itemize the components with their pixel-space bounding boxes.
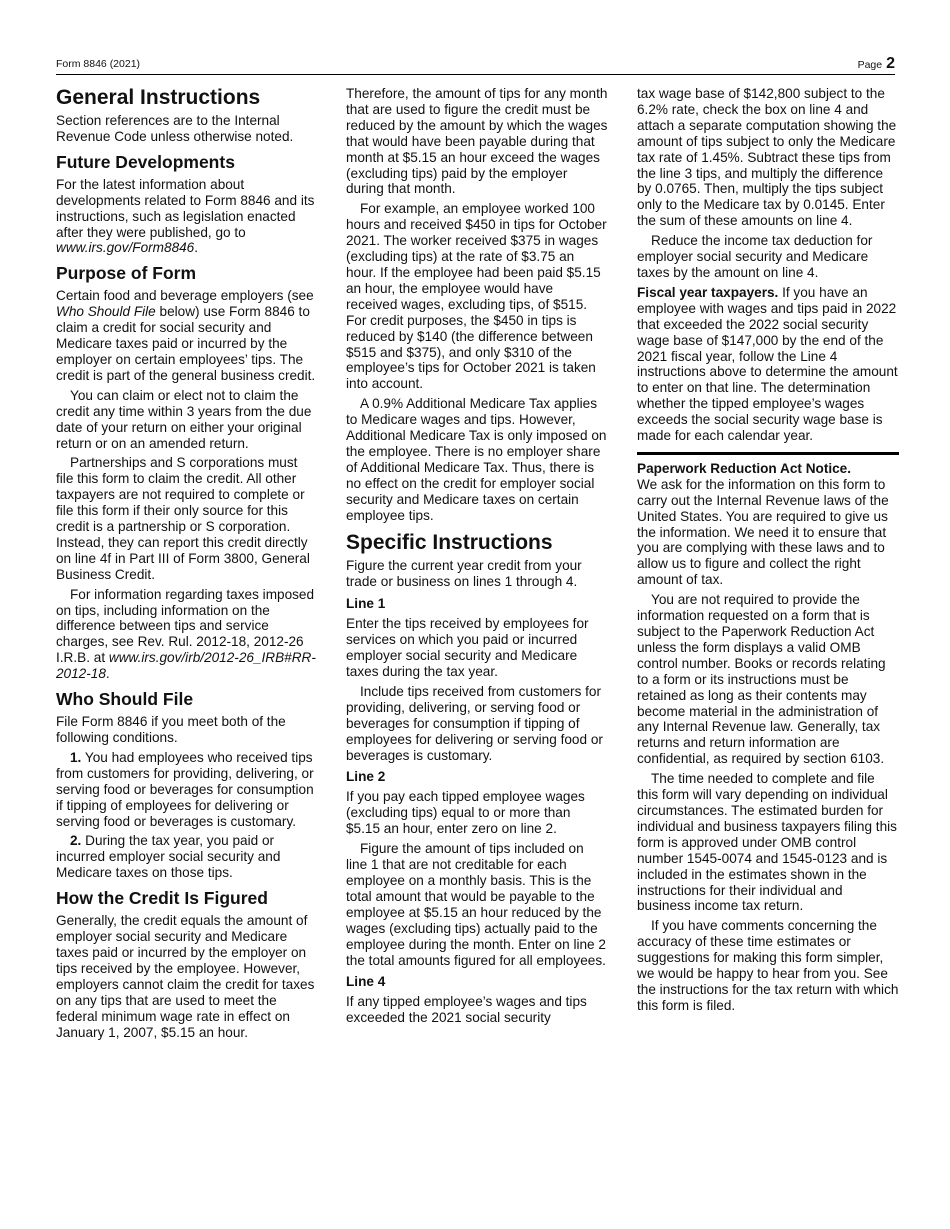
heading-specific-instructions: Specific Instructions	[346, 531, 553, 555]
condition-1	[56, 750, 316, 830]
paragraph-paperwork-1: We ask for the information on this form to carry out the Internal Revenue laws of the United States. You are required to give us the information. We need it to ensure that you are complying with these laws and to allow us to figure and collect the right amount of tax.	[637, 476, 889, 588]
purpose-text-a: Certain food and beverage employers (see	[56, 288, 314, 304]
paragraph-line4-cont: tax wage base of $142,800 subject to the 6.2% rate, check the box on line 4 and attach a separate computation showing the amount of tips subject to only the Medicare tax rate of 1.45%. Subtract these tips from the line 3 tips, and multiply the difference by 0.0765. Then, multiply the tips subject only to the Medicare tax by 0.0145. Enter the sum of these amounts on line 4.	[637, 86, 897, 229]
paragraph-fiscal-year	[637, 285, 899, 444]
purpose-text-b: below) use Form 8846 to claim a credit for social security and Medicare taxes paid or incurred by the employer on certain employees’ tips. The credit is part of the general business credit.	[56, 304, 316, 383]
paragraph-general: Section references are to the Internal Revenue Code unless otherwise noted.	[56, 113, 294, 144]
heading-future-developments: Future Developments	[56, 151, 235, 172]
fiscal-year-heading: Fiscal year taxpayers.	[637, 284, 779, 300]
paragraph-future: For the latest information about developments related to Form 8846 and its instructions, such as legislation enacted after they were published, go to www.irs.gov/Form8846.	[56, 176, 315, 256]
page-header	[56, 55, 895, 75]
heading-line-1: Line 1	[346, 596, 386, 612]
paragraph-how: Generally, the credit equals the amount of employer social security and Medicare taxes paid or incurred by the employer on tips received by the employee. However, employers cannot claim the credit for taxes on any tips that are used to meet the federal minimum wage rate in effect on January 1, 2007, $5.15 an hour.	[56, 913, 315, 1040]
fiscal-year-text: If you have an employee with wages and tips paid in 2022 that exceeded the 2022 social security wage base of $147,000 by the end of the 2021 fiscal year, follow the Line 4 instructions above to determine the amount to enter on that line. The determination whether the tipped employee’s wages exceeds the social security wage base is made for each calendar year.	[637, 284, 898, 444]
paragraph-purpose-3: Partnerships and S corporations must file this form to claim the credit. All other taxpayers are not required to complete or file this form if their only source for this credit is a partnership or S corporation. Instead, they can report this credit directly on line 4f in Part III of Form 3800, General Business Credit.	[56, 455, 310, 582]
heading-line-4: Line 4	[346, 974, 386, 990]
paragraph-purpose-4: For information regarding taxes imposed on tips, including information on the difference between tips and service charges, see Rev. Rul. 2012-18, 2012-26 I.R.B. at www.irs.gov/irb/2012-26_IRB#RR-2012-18.	[56, 586, 316, 682]
condition-2-text: During the tax year, you paid or incurred employer social security and Medicare taxes on those tips.	[56, 833, 281, 881]
paragraph-example: For example, an employee worked 100 hours and received $450 in tips for October 2021. The worker received $375 in wages (excluding tips) at the rate of $3.75 an hour. If the employee had been paid $5.15 an hour, the employee would have received wages, excluding tips, of $515. For credit purposes, the $450 in tips is reduced by $140 (the difference between $515 and $375), and only $310 of the employee’s tips for October 2021 is taken into account.	[346, 201, 607, 392]
heading-purpose-of-form: Purpose of Form	[56, 263, 197, 284]
heading-who-should-file: Who Should File	[56, 689, 194, 710]
paragraph-purpose-1	[56, 288, 316, 383]
page-indicator	[858, 55, 895, 73]
page-number: 2	[886, 55, 895, 72]
paragraph-tips-reduction: Therefore, the amount of tips for any month that are used to figure the credit must be reduced by the amount by which the wages that would have been payable during that month at $5.15 an hour exceed the wages (excluding tips) paid by the employer during that month.	[346, 86, 608, 197]
heading-general-instructions: General Instructions	[56, 86, 261, 109]
section-divider	[637, 452, 899, 455]
condition-2-number: 2.	[70, 833, 82, 849]
condition-2	[56, 833, 316, 881]
purpose-emphasis: Who Should File	[56, 304, 156, 320]
condition-1-text: You had employees who received tips from customers for providing, delivering, or serving food or beverages for consumption if tipping of employees for delivering or serving food or beverages is customary.	[56, 749, 314, 829]
paragraph-line2-b: Figure the amount of tips included on line 1 that are not creditable for each employee on a monthly basis. This is the total amount that would be payable to the employee at $5.15 an hour reduced by the wages (excluding tips) actually paid to the employee during the month. Enter on line 2 the total amounts figured for all employees.	[346, 841, 606, 968]
heading-line-2: Line 2	[346, 769, 386, 785]
paragraph-purpose-2: You can claim or elect not to claim the credit any time within 3 years from the due date of your return on either your original return or on an amended return.	[56, 387, 312, 451]
link-rev-rul[interactable]: www.irs.gov/irb/2012-26_IRB#RR-2012-18	[56, 650, 316, 682]
paragraph-line4: If any tipped employee’s wages and tips exceeded the 2021 social security	[346, 994, 587, 1026]
paragraph-line1-a: Enter the tips received by employees for services on which you paid or incurred employer social security and Medicare taxes during the tax year.	[346, 616, 589, 679]
paragraph-line1-b: Include tips received from customers for providing, delivering, or serving food or beverages for consumption if tipping of employees for delivering or serving food or beverages is customary.	[346, 683, 603, 763]
link-form8846[interactable]: www.irs.gov/Form8846	[56, 240, 195, 256]
heading-how-credit-figured: How the Credit Is Figured	[56, 888, 268, 909]
paragraph-paperwork-4: If you have comments concerning the accuracy of these time estimates or suggestions for making this form simpler, we would be happy to hear from you. See the instructions for the tax return with which this form is filed.	[637, 918, 899, 1013]
column-2	[346, 86, 608, 1030]
page-label: Page	[857, 59, 883, 71]
paragraph-line2-a: If you pay each tipped employee wages (excluding tips) equal to or more than $5.15 an hour, enter zero on line 2.	[346, 789, 585, 837]
future-text: For the latest information about developments related to Form 8846 and its instructions, such as legislation enacted after they were published, go to	[56, 176, 315, 240]
column-1	[56, 86, 316, 1044]
paragraph-paperwork-3: The time needed to complete and file this form will vary depending on individual circumstances. The estimated burden for individual and business taxpayers filing this form is approved under OMB control number 1545-0074 and 1545-0123 and is included in the estimates shown in the instructions for their individual and business income tax return.	[637, 771, 897, 914]
paragraph-additional-medicare: A 0.9% Additional Medicare Tax applies to Medicare wages and tips. However, Additional Medicare Tax is only imposed on the employee. There is no employer share of Additional Medicare Tax. Thus, there is no effect on the credit for employer social security and Medicare taxes on certain employee tips.	[346, 396, 607, 523]
paragraph-specific: Figure the current year credit from your trade or business on lines 1 through 4.	[346, 558, 582, 590]
paragraph-who: File Form 8846 if you meet both of the following conditions.	[56, 714, 286, 745]
column-3	[637, 86, 899, 1018]
paragraph-reduce-deduction: Reduce the income tax deduction for employer social security and Medicare taxes by the amount on line 4.	[637, 233, 873, 280]
heading-paperwork-notice	[637, 461, 899, 477]
form-label: Form 8846 (2021)	[56, 58, 141, 70]
condition-1-number: 1.	[70, 749, 82, 765]
paperwork-heading-text: Paperwork Reduction Act Notice.	[637, 460, 852, 476]
purpose4-text: For information regarding taxes imposed on tips, including information on the difference between tips and service charges, see Rev. Rul. 2012-18, 2012-26 I.R.B. at	[56, 586, 315, 666]
paragraph-paperwork-2: You are not required to provide the information requested on a form that is subject to the Paperwork Reduction Act unless the form displays a valid OMB control number. Books or records relating to a form or its instructions must be retained as long as their contents may become material in the administration of any Internal Revenue law. Generally, tax returns and return information are confidential, as required by section 6103.	[637, 592, 886, 767]
